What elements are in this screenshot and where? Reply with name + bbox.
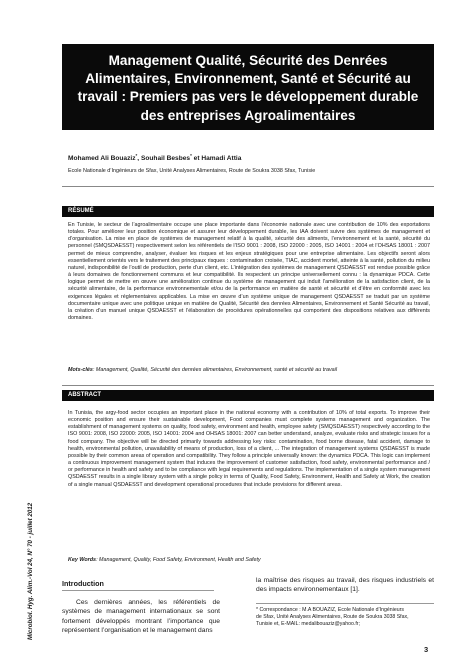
resume-text: En Tunisie, le secteur de l’agroalimentaire occupe une place importante dans l’économie nationale avec une contribution de 10% des exportations totales. Pour améliorer leur position économique et assurer leur développement durable, les IAA doivent suivre des systèmes de management et d’organisation. La mise en place de systèmes de management relatif à la qualité, sécurité des aliments, l’environnement et la santé, sécurité du personnel (SMQSDAESST) respectivement selon les référentiels de l’ISO 9001 : 2008, ISO 22000 : 2005, ISO 14001 : 2004 et l’OHSAS 18001 : 2007 permet de mieux comprendre, analyser, évaluer les risques et les enjeux stratégiques pour une entreprise alimentaire. Les objectifs seront alors essentiellement orientés vers le traitement des principaux risques : contamination croisée, TIAC, accident mortel, atteinte à la santé, pollution du milieu naturel, indisponibilité de l’outil de production, perte d’un client, etc. L’intégration des systèmes de management QSDAESST est rendue possible grâce à leurs domaines de fonctionnement communs et leur compatibilité. Ils respectent un principe universellement connu : la dynamique PDCA. Cette logique permet de mettre en œuvre une amélioration continue du système de management qui induit l’amélioration de la satisfaction client, de la sécurité alimentaire, de la performance environnementale et/ou de la performance en matière de santé et sécurité et d’être en conformité avec les exigences légales et réglementaires applicables. La mise en œuvre d’un système unique de management QSDAESST se traduit par un système documentaire unique avec une politique unique en matière de Qualité, Sécurité des denrées Alimentaires, Environnement et Santé Sécurité au travail, la création d’un manuel unique QSDAESST et l’élaboration de procédures opérationnelles qui comportent des dispositions relatives aux différents domaines.: [68, 222, 430, 322]
author-3: et Hamadi Attia: [191, 155, 242, 163]
footnote-line-2: de Sfax, Unité Analyses Alimentaires, Route de Soukra 3038 Sfax,: [256, 614, 409, 621]
journal-side-label: Microbiol. Hyg. Alim.-Vol 24, N° 70 - juillet 2012: [27, 502, 34, 640]
page-number: 3: [424, 645, 429, 654]
resume-heading: RÉSUMÉ: [62, 206, 434, 217]
article-title: Management Qualité, Sécurité des Denrées Alimentaires, Environnement, Santé et Sécurité au travail : Premiers pas vers le développement durable des entreprises Agroalimentaires: [62, 44, 434, 130]
introduction-text: Ces dernières années, les référentiels de systèmes de management internationaux se sont fortement développés montrant l’importance que représentent l’organisation et le management dans: [62, 599, 220, 634]
resume-keywords: [68, 367, 430, 373]
author-separator: ,: [137, 155, 141, 163]
author-2-mark: *: [190, 153, 192, 158]
footnote-rule: [256, 603, 434, 604]
right-column-text: la maîtrise des risques au travail, des risques industriels et des impacts environnementaux [1].: [256, 577, 434, 594]
author-1: Mohamed Ali Bouaziz: [68, 155, 136, 163]
resume-keywords-list: : Management, Qualité, Sécurité des denrées alimentaires, Environnement, santé et sécurité au travail: [92, 367, 338, 373]
introduction-heading: Introduction: [62, 579, 104, 588]
affiliation: Ecole Nationale d’Ingénieurs de Sfax, Unité Analyses Alimentaires, Route de Soukra 3038 Sfax, Tunisie: [68, 168, 316, 174]
abstract-keywords: [68, 557, 430, 563]
correspondence-footnote: [256, 607, 434, 628]
resume-keywords-label: Mots-clés: [68, 367, 93, 373]
resume-top-rule: [62, 186, 434, 187]
abstract-text: In Tunisia, the argy-food sector occupies an important place in the national economy with a contribution of 10% of total exports. To improve their economic position and ensure their sustainable development, Food companies must complete systems management and organization. The establishment of management systems on quality, food safety, environment and health, employee safety (SMQSDAESST) respectively according to the ISO 9001: 2008, ISO 22000: 2005, ISO 14001: 2004 and OHSAS 18001: 2007 can better understand, analyze, evaluate risks and strategic issues for a food company. The objective will be directed primarily towards addressing key risks: contamination, food borne disease, fatal accident, damage to health, environmental pollution, unavailability of means of production, loss of a client, ... The integration of management systems QSDAESST is made possible by their common areas of operation and compatibility. They follow a principle universally known: the dynamics PDCA. This logic can implement a continuous improvement management system that induces the improvement of customer satisfaction, food safety, environmental performance and / or performance in health and safety and to be compliance with legal requirements and regulations. The implementation of a single system management QSDAESST results in a single library system with a single policy in terms of Quality, Food Safety, Environment, Health and Safety at Work, the creation of a single manual QSDAESST and development operational procedures that include provisions for different areas.: [68, 410, 430, 488]
abstract-top-rule: [62, 385, 434, 386]
abstract-keywords-list: : Management, Quality, Food Safety, Environment, Health and Safety: [96, 557, 261, 563]
footnote-line-3: Tunisie et, E-MAIL: medalibouaziz@yahoo.fr;: [256, 621, 360, 628]
author-2: Souhail Besbes: [140, 155, 191, 163]
abstract-keywords-label: Key Words: [68, 557, 97, 563]
abstract-heading: ABSTRACT: [62, 390, 434, 401]
author-1-mark: *: [135, 153, 138, 158]
author-list: [68, 153, 438, 162]
introduction-rule: [62, 590, 214, 591]
footnote-line-1: * Correspondance : M.A BOUAZIZ, Ecole Nationale d’Ingénieurs: [256, 607, 404, 613]
